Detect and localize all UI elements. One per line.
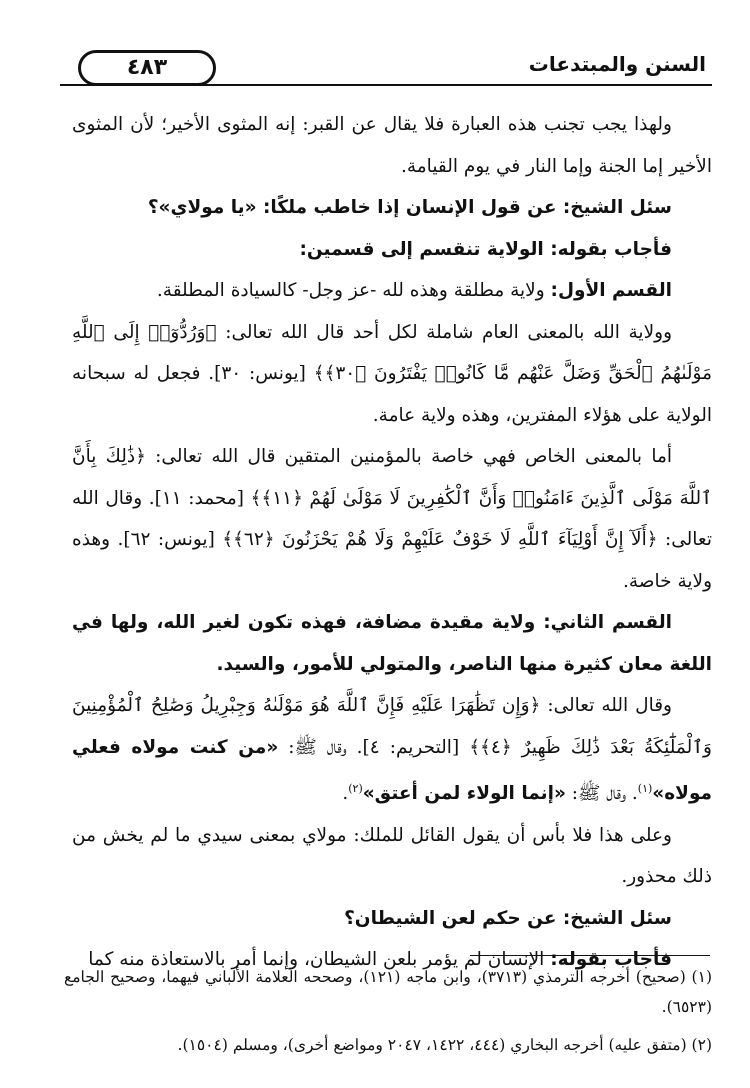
- hadith-man-kuntu-mawlah: «من كنت مولاه فعلي مولاه»: [72, 736, 712, 805]
- footnote-ref-2[interactable]: (٢): [348, 782, 363, 795]
- paragraph-general-wilayah: [72, 312, 712, 437]
- paragraph-conclusion: وعلى هذا فلا بأس أن يقول القائل للملك: مولاي بمعنى سيدي ما لم يخش من ذلك محذور.: [72, 824, 712, 888]
- page-header: [60, 48, 712, 94]
- paragraph-1: ولهذا يجب تجنب هذه العبارة فلا يقال عن القبر: إنه المثوى الأخير؛ لأن المثوى الأخير إما الجنة وإما النار في يوم القيامة.: [72, 114, 712, 177]
- main-text: [72, 104, 712, 981]
- page-number: ٤٨٣: [78, 50, 216, 86]
- paragraph-specific-wilayah: [72, 436, 712, 602]
- answer-2-text: الإنسان لم يؤمر بلعن الشيطان، وإنما أمر بالاستعاذة منه كما: [88, 949, 551, 971]
- tahrim-text-a: وقال الله تعالى:: [540, 695, 672, 716]
- footnote-ref-1[interactable]: (١): [637, 782, 653, 795]
- general-wilayah-text-a: وولاية الله بالمعنى العام شاملة لكل أحد قال الله تعالى:: [216, 321, 672, 343]
- tahrim-text-b: [التحريم: ٤]. وقال ﷺ:: [278, 736, 470, 758]
- specific-wilayah-text-a: أما بالمعنى الخاص فهي خاصة بالمؤمنين المتقين قال الله تعالى:: [145, 446, 673, 467]
- footnote-separator: [470, 955, 710, 956]
- tahrim-text-d: .: [342, 783, 349, 805]
- question-2: سئل الشيخ: عن حكم لعن الشيطان؟: [344, 907, 672, 929]
- section-one-label: القسم الأول:: [550, 280, 672, 301]
- section-two: القسم الثاني: ولاية مقيدة مضافة، فهذه تكون لغير الله، ولها في اللغة معان كثيرة منها الناصر، والمتولي للأمور، والسيد.: [72, 612, 712, 675]
- section-one-text: ولاية مطلقة وهذه لله -عز وجل- كالسيادة المطلقة.: [156, 280, 551, 301]
- quran-verse-yunus-30: ﴿وَرُدُّوٓا۟ إِلَى ٱللَّهِ مَوْلَىٰهُمُ ٱلْحَقِّ وَضَلَّ عَنْهُم مَّا كَانُوا۟ يَفْتَرُونَ ﴿٣٠﴾﴾: [72, 321, 712, 384]
- hadith-innama-al-wala: «إنما الولاء لمن أعتق»: [362, 783, 566, 805]
- tahrim-text-c: . وقال ﷺ:: [565, 783, 638, 805]
- quran-verse-tahrim-4: ﴿وَإِن تَظَٰهَرَا عَلَيْهِ فَإِنَّ ٱللَّهَ هُوَ مَوْلَىٰهُ وَجِبْرِيلُ وَصَٰلِحُ ٱلْمُؤْمِنِينَ وَٱلْمَلَٰٓئِكَةُ بَعْدَ ذَٰلِكَ ظَهِيرٌ ﴿٤﴾﴾: [72, 695, 712, 758]
- specific-wilayah-text-b: [محمد: ١١]. وقال الله تعالى:: [72, 487, 712, 550]
- general-wilayah-text-b: [يونس: ٣٠]. فجعل له سبحانه الولاية على هؤلاء المفترين، وهذه ولاية عامة.: [72, 363, 712, 426]
- specific-wilayah-text-c: [يونس: ٦٢]. وهذه ولاية خاصة.: [72, 529, 712, 592]
- footnote-1: (١) (صحيح) أخرجه الترمذي (٣٧١٣)، وابن ماجه (١٢١)، وصححه العلامة الألباني فيهما، وصحيح الجامع (٦٥٢٣).: [64, 968, 712, 1016]
- running-title: السنن والمبتدعات: [528, 52, 706, 76]
- quran-verse-yunus-62: ﴿أَلَآ إِنَّ أَوْلِيَآءَ ٱللَّهِ لَا خَوْفٌ عَلَيْهِمْ وَلَا هُمْ يَحْزَنُونَ ﴿٦٢﴾﴾: [222, 529, 658, 550]
- footnote-2: (٢) (متفق عليه) أخرجه البخاري (٤٤٤، ١٤٢٢، ٢٠٤٧ ومواضع أخرى)، ومسلم (١٥٠٤).: [177, 1036, 712, 1054]
- answer-intro-1: فأجاب بقوله: الولاية تنقسم إلى قسمين:: [299, 238, 672, 260]
- section-one: [72, 270, 712, 312]
- quran-verse-muhammad-11: ﴿ذَٰلِكَ بِأَنَّ ٱللَّهَ مَوْلَى ٱلَّذِينَ ءَامَنُوا۟ وَأَنَّ ٱلْكَٰفِرِينَ لَا مَوْلَىٰ لَهُمْ ﴿١١﴾﴾: [72, 446, 712, 509]
- footnotes: [64, 962, 712, 1068]
- paragraph-tahrim: [72, 685, 712, 815]
- answer-2-label: فأجاب بقوله:: [550, 949, 672, 971]
- question-1: سئل الشيخ: عن قول الإنسان إذا خاطب ملكًا: «يا مولاي»؟: [147, 197, 672, 218]
